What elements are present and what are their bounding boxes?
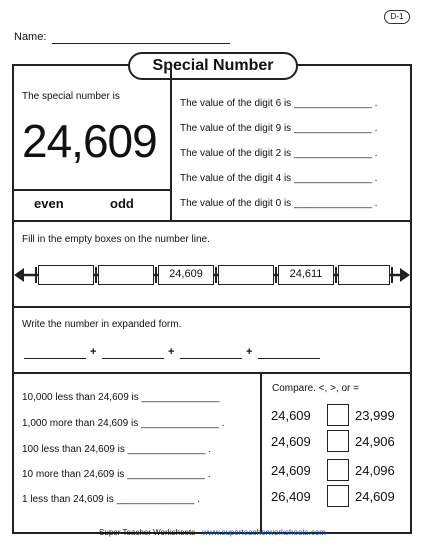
divider (260, 373, 262, 533)
number-line-box[interactable] (218, 265, 274, 285)
right-arrow-icon (400, 268, 410, 282)
compare-box[interactable] (327, 459, 349, 481)
footer-link[interactable]: www.superteacherworksheets.com (202, 528, 326, 537)
compare-right: 24,096 (355, 463, 395, 478)
compare-right: 24,609 (355, 489, 395, 504)
relation-question: 1,000 more than 24,609 is ______________ . (22, 418, 225, 429)
special-number: 24,609 (22, 115, 157, 167)
digit-question: The value of the digit 9 is ______________ . (180, 123, 378, 134)
left-arrow-icon (14, 268, 24, 282)
compare-box[interactable] (327, 485, 349, 507)
odd-option[interactable]: odd (110, 196, 134, 211)
digit-question: The value of the digit 2 is ______________ . (180, 148, 378, 159)
even-option[interactable]: even (34, 196, 64, 211)
digit-question: The value of the digit 6 is ______________ . (180, 98, 378, 109)
compare-left: 24,609 (271, 434, 311, 449)
compare-left: 24,609 (271, 463, 311, 478)
compare-box[interactable] (327, 404, 349, 426)
divider (170, 65, 172, 220)
relation-question: 1 less than 24,609 is ______________ . (22, 494, 200, 505)
relation-question: 100 less than 24,609 is ______________ . (22, 444, 212, 455)
number-line-instruction: Fill in the empty boxes on the number line. (22, 234, 210, 245)
compare-left: 24,609 (271, 408, 311, 423)
footer (0, 528, 425, 537)
relation-question: 10,000 less than 24,609 is ______________ (22, 392, 220, 403)
divider (13, 189, 171, 191)
divider (13, 306, 411, 308)
page-title: Special Number (128, 52, 298, 80)
compare-left: 26,409 (271, 489, 311, 504)
number-line-box: 24,611 (278, 265, 334, 285)
expanded-blank[interactable] (102, 358, 164, 359)
plus-sign: + (168, 346, 175, 358)
worksheet-code: D-1 (384, 10, 410, 24)
name-field[interactable] (52, 43, 230, 44)
digit-question: The value of the digit 0 is ______________ . (180, 198, 378, 209)
number-line-box: 24,609 (158, 265, 214, 285)
compare-right: 24,906 (355, 434, 395, 449)
expanded-blank[interactable] (258, 358, 320, 359)
number-line-box[interactable] (38, 265, 94, 285)
expanded-blank[interactable] (24, 358, 86, 359)
number-line-box[interactable] (338, 265, 390, 285)
compare-box[interactable] (327, 430, 349, 452)
relation-question: 10 more than 24,609 is ______________ . (22, 469, 211, 480)
number-line-box[interactable] (98, 265, 154, 285)
special-number-label: The special number is (22, 91, 120, 102)
plus-sign: + (90, 346, 97, 358)
expanded-blank[interactable] (180, 358, 242, 359)
compare-right: 23,999 (355, 408, 395, 423)
expanded-instruction: Write the number in expanded form. (22, 319, 182, 330)
divider (13, 372, 411, 374)
plus-sign: + (246, 346, 253, 358)
footer-text: Super Teacher Worksheets - (99, 528, 203, 537)
name-label: Name: (14, 31, 47, 43)
digit-question: The value of the digit 4 is ______________ . (180, 173, 378, 184)
divider (13, 220, 411, 222)
compare-instruction: Compare. <, >, or = (272, 383, 359, 394)
